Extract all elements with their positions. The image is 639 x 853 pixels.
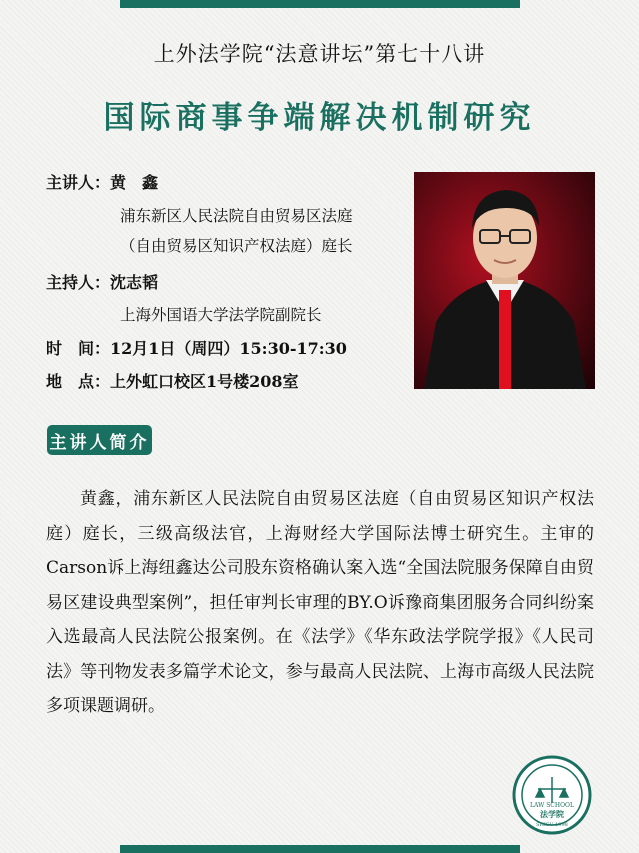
seal-cn-text: 法学院: [540, 809, 564, 819]
time-value: 12月1日（周四）15:30-17:30: [110, 339, 347, 358]
speaker-title-line-1: 浦东新区人民法院自由贸易区法庭: [120, 207, 353, 225]
place-value: 上外虹口校区1号楼208室: [110, 372, 299, 391]
lecture-title: 国际商事争端解决机制研究: [103, 100, 536, 136]
speaker-intro-tag: 主讲人简介: [47, 425, 152, 455]
time-label: 时 间：: [46, 339, 111, 358]
host-title: 上海外国语大学法学院副院长: [120, 306, 322, 324]
bottom-accent-bar: [120, 845, 520, 853]
speaker-title-line-2: （自由贸易区知识产权法庭）庭长: [120, 237, 353, 255]
seal-top-text: LAW SCHOOL: [530, 802, 574, 809]
speaker-portrait-illustration: [414, 172, 595, 389]
host-label: 主持人：: [46, 273, 111, 292]
time-row: [46, 336, 347, 359]
speaker-label: 主讲人：: [46, 173, 111, 192]
speaker-photo: [414, 172, 595, 389]
host-row: [46, 270, 158, 293]
place-row: [46, 369, 299, 392]
law-school-seal-icon: [512, 755, 592, 835]
seal-bottom-text: SHISU 1998: [536, 822, 568, 828]
host-name: 沈志韬: [110, 273, 159, 292]
speaker-bio: 黄鑫，浦东新区人民法院自由贸易区法庭（自由贸易区知识产权法庭）庭长，三级高级法官，上海财经大学国际法博士研究生。主审的Carson诉上海纽鑫达公司股东资格确认案入选“全国法院服务保障自由贸易区建设典型案例”，担任审判长审理的BY.O诉豫商集团服务合同纠纷案入选最高人民法院公报案例。在《法学》《华东政法学院学报》《人民司法》等刊物发表多篇学术论文，参与最高人民法院、上海市高级人民法院多项课题调研。: [46, 489, 594, 716]
lecture-series-title: 上外法学院“法意讲坛”第七十八讲: [153, 42, 486, 66]
speaker-name: 黄 鑫: [110, 173, 159, 192]
speaker-row: [46, 170, 158, 193]
place-label: 地 点：: [46, 372, 111, 391]
top-accent-bar: [120, 0, 520, 8]
